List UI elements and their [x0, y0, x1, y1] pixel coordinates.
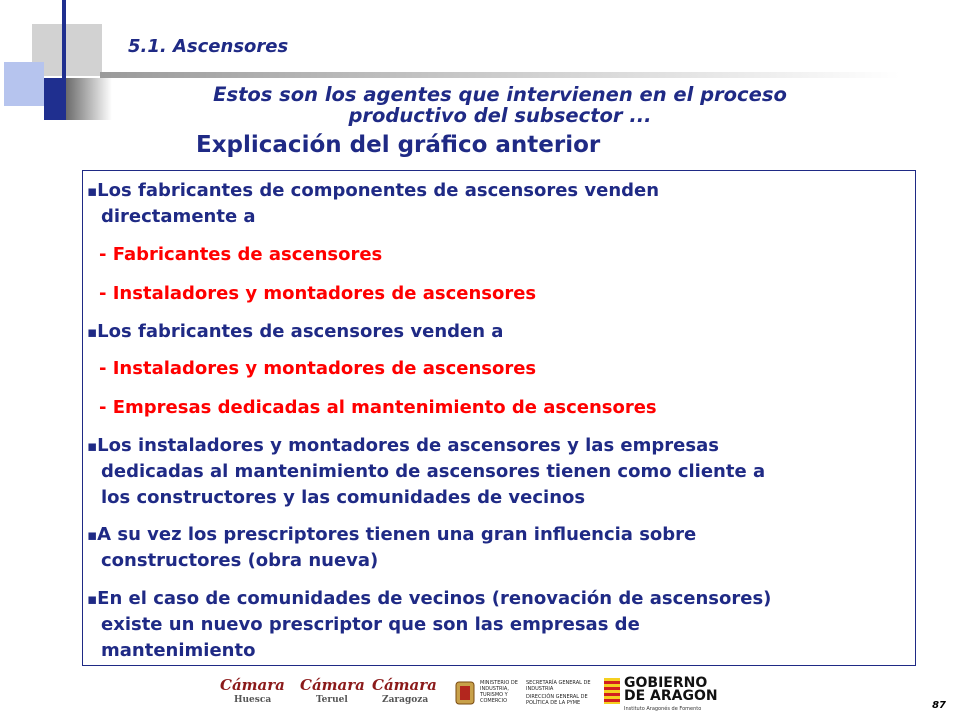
gobierno-line-1: GOBIERNO [624, 675, 708, 691]
bullet-icon: ▪ [87, 182, 98, 200]
camara-zaragoza-logo [368, 674, 448, 714]
bullet-text-continued: existe un nuevo prescriptor que son las empresas de [101, 614, 640, 635]
page-number: 87 [932, 700, 946, 711]
bullet-text: A su vez los prescriptores tienen una gran influencia sobre [97, 524, 697, 545]
subtitle [140, 84, 860, 126]
content-box [82, 170, 916, 666]
camara-teruel-city: Teruel [316, 695, 348, 705]
sub-item: - Instaladores y montadores de ascensores [99, 358, 537, 379]
gobierno-line-2: DE ARAGON [624, 688, 718, 704]
page-heading: Explicación del gráfico anterior [196, 132, 601, 158]
bullet-text-continued: directamente a [101, 206, 256, 227]
aragon-flag-icon [604, 678, 620, 704]
bullet-item-5 [87, 586, 909, 664]
camara-zaragoza-name: Cámara [372, 676, 437, 694]
bullet-item-4 [87, 522, 909, 574]
ministerio-text: MINISTERIO DE INDUSTRIA, TURISMO Y COMERCIO [480, 680, 518, 704]
bullet-icon: ▪ [87, 590, 98, 608]
bullet-item-2 [87, 319, 909, 345]
decor-grey-gradient-block [66, 78, 112, 120]
ministerio-logo [450, 674, 600, 714]
sub-item: - Fabricantes de ascensores [99, 244, 383, 265]
bullet-text-continued: dedicadas al mantenimiento de ascensores tienen como cliente a [101, 461, 766, 482]
bullet-text: Los fabricantes de ascensores venden a [97, 321, 504, 342]
camara-huesca-city: Huesca [234, 695, 272, 705]
bullet-text: En el caso de comunidades de vecinos (renovación de ascensores) [97, 588, 772, 609]
subtitle-line-1: Estos son los agentes que intervienen en el proceso [213, 83, 787, 106]
camara-huesca-name: Cámara [220, 676, 285, 694]
footer-logos [216, 674, 722, 714]
bullet-text-continued: los constructores y las comunidades de vecinos [101, 487, 586, 508]
bullet-icon: ▪ [87, 323, 98, 341]
camara-teruel-name: Cámara [300, 676, 365, 694]
camara-teruel-logo [294, 674, 374, 714]
gobierno-aragon-logo [604, 674, 722, 714]
sub-item: - Instaladores y montadores de ascensores [99, 283, 537, 304]
bullet-text: Los instaladores y montadores de ascensores y las empresas [97, 435, 719, 456]
bullet-text-continued: constructores (obra nueva) [101, 550, 379, 571]
decor-grey-gradient-line [100, 72, 900, 78]
subtitle-line-2: productivo del subsector ... [348, 104, 652, 127]
bullet-icon: ▪ [87, 437, 98, 455]
bullet-item-1 [87, 178, 909, 230]
section-title: 5.1. Ascensores [128, 36, 289, 57]
bullet-icon: ▪ [87, 526, 98, 544]
bullet-text-continued: mantenimiento [101, 640, 256, 661]
bullet-text: Los fabricantes de componentes de ascensores venden [97, 180, 660, 201]
bullet-item-3 [87, 433, 909, 511]
direccion-text: DIRECCIÓN GENERAL DE POLÍTICA DE LA PYME [526, 694, 588, 706]
spain-coat-of-arms-icon [454, 680, 476, 706]
camara-huesca-logo [216, 674, 296, 714]
camara-zaragoza-city: Zaragoza [382, 695, 429, 705]
decor-blue-square [4, 62, 44, 106]
sub-item: - Empresas dedicadas al mantenimiento de ascensores [99, 397, 657, 418]
gobierno-sub: Instituto Aragonés de Fomento [624, 706, 702, 712]
secretaria-text: SECRETARÍA GENERAL DE INDUSTRIA [526, 680, 591, 692]
decor-navy-block [44, 78, 66, 120]
